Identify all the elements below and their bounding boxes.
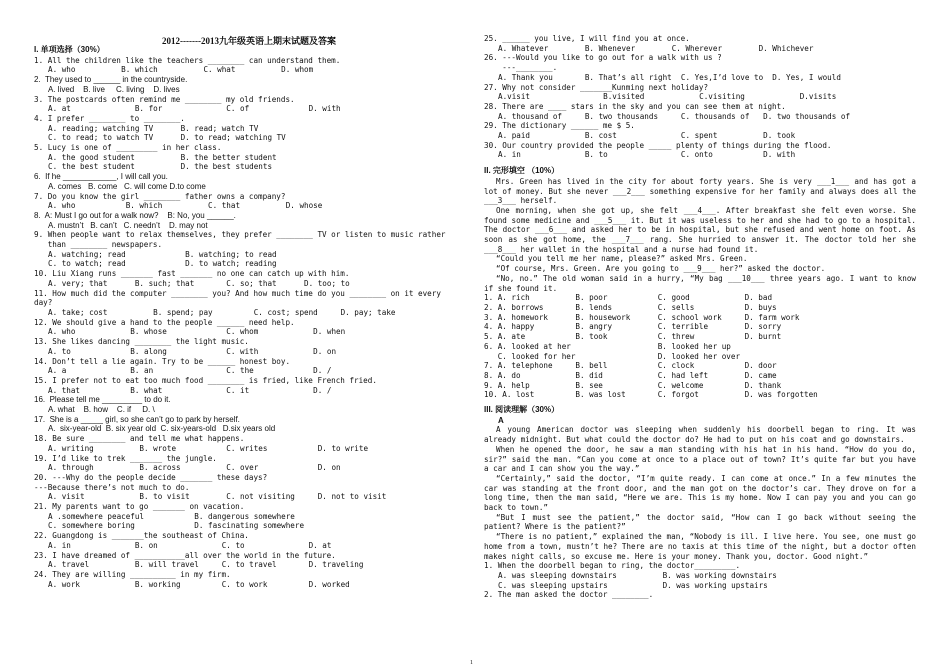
- cloze-paragraph: “No, no.” The old woman said in a hurry, “My bag ___10___ three years ago. I want to know if she found it.: [484, 273, 916, 293]
- answer-options: A. watching; read B. watching; to read: [48, 249, 277, 259]
- cloze-options: [484, 293, 916, 400]
- answer-options: A. what B. how C. if D. \: [48, 405, 155, 415]
- page-number: 1: [470, 660, 473, 666]
- question-line: 10. Liu Xiang runs _______ fast _______ no one can catch up with him.: [34, 269, 350, 279]
- reading-paragraph: A young American doctor was sleeping when suddenly his doorbell began to ring. It was already midnight. But what could the doctor do? He had to put on his coat and go downstairs.: [484, 425, 916, 445]
- section-heading-multiple-choice: I. 单项选择（30%）: [34, 45, 105, 54]
- question-line: 19. I’d like to trek _______ the jungle.: [34, 453, 217, 463]
- cloze-option-line: 8. A. do B. did C. had left D. came: [484, 370, 777, 380]
- question-line: 3. The postcards often remind me ________ my old friends.: [34, 94, 295, 104]
- question-line: day?: [34, 298, 53, 308]
- answer-options: A. thousand of B. two thousands C. thousands of D. two thousands of: [498, 111, 851, 121]
- answer-options: A. in B. on C. to D. at: [48, 540, 332, 550]
- cloze-option-line: 6. A. looked at her B. looked her up: [484, 341, 731, 351]
- question-line: 12. We should give a hand to the people ______ need help.: [34, 317, 295, 327]
- answer-options: A. to B. along C. with D. on: [48, 346, 337, 356]
- question-line: than ________ newspapers.: [34, 240, 163, 250]
- question-line: 25. ______ you live, I will find you at once.: [484, 34, 690, 43]
- answer-options: A. paid B. cost C. spent D. took: [498, 131, 796, 141]
- question-line: 18. Be sure ________ and tell me what happens.: [34, 434, 245, 444]
- question-line: 20. ---Why do the people decide _______ these days?: [34, 472, 268, 482]
- cloze-option-line: 3. A. homework B. housework C. school work D. farm work: [484, 312, 800, 322]
- reading-paragraph: “There is no patient,” explained the man, “Nobody is ill. I live here. You see, one must go home from a town, mustn’t he? There are no taxis at this time of the night, but a doctor often makes night calls, so excuse me. Here is your money. Thank you, doctor. Good night.”: [484, 532, 916, 561]
- question-line: 4. I prefer ________ to ________.: [34, 113, 185, 123]
- answer-options: C. somewhere boring D. fascinating somewhere: [48, 521, 305, 531]
- cloze-paragraph: “Could you tell me her name, please?” asked Mrs. Green.: [496, 254, 748, 264]
- question-line: 7. Do you know the girl ________ father owns a company?: [34, 191, 286, 201]
- cloze-option-line: 10. A. lost B. was lost C. forgot D. was forgotten: [484, 390, 818, 400]
- answer-options: A. comes B. come C. will come D.to come: [48, 181, 206, 191]
- cloze-paragraph: One morning, when she got up, she felt ___4___. After breakfast she felt even worse. She found some medicine and ___5___ it. But it was useless to her and she had to go to a hospital. The doctor ___6___ and asked her to be in hospital, but she refused and went home on foot. As soon as she got home, the ___7___ rang. She hurried to answer it. The doctor told her she ___8___ her wallet in the hospital and a nurse had found it.: [484, 205, 916, 254]
- answer-options: C. the best student D. the best students: [48, 162, 273, 172]
- cloze-paragraph: Mrs. Green has lived in the city for about forty years. She is very ___1___ and has got a lot of money. But she never ___2___ something expensive for her family and always does all the ___3___ herself.: [484, 176, 916, 206]
- answer-options: A. who B. whose C. whom D. when: [48, 327, 346, 337]
- question-line: 23. I have dreamed of ___________all over the world in the future.: [34, 550, 336, 560]
- section-heading-cloze: II. 完形填空 （10%）: [484, 166, 560, 176]
- answer-options: A. six-year-old B. six year old C. six-years-old D.six years old: [48, 424, 276, 434]
- question-line: 22. Guangdong is _______the southeast of China.: [34, 531, 249, 541]
- question-line: 14. Don’t tell a lie again. Try to be ______ honest boy.: [34, 356, 291, 366]
- answer-options: A. a B. an C. the D. /: [48, 366, 332, 376]
- cloze-passage: [484, 177, 916, 293]
- answer-options: A. Whatever B. Whenever C. Wherever D. Whichever: [498, 43, 814, 53]
- answer-options: A. work B. working C. to work D. worked: [48, 579, 350, 589]
- answer-options: A. lived B. live C. living D. lives: [48, 84, 180, 94]
- cloze-paragraph: “Of course, Mrs. Green. Are you going to ___9___ her?” asked the doctor.: [496, 264, 826, 274]
- question-line: 5. Lucy is one of _________ in her class.: [34, 143, 222, 153]
- question-line: 28. There are ____ stars in the sky and you can see them at night.: [484, 101, 786, 111]
- question-line: 24. They are willing __________ in my firm.: [34, 569, 231, 579]
- question-line: 30. Our country provided the people _____ plenty of things during the flood.: [484, 140, 832, 150]
- question-line: ---Because there’s not much to do.: [34, 482, 190, 492]
- reading-paragraph: “Certainly,” said the doctor, “I’m quite ready. I can come at once.” In a few minutes the car was standing at the front door, and the man got on the doctor’s car. They drove on for a long time, then the man said, “Here we are. This is my home. Now I can pay you and you can go back to town.”: [484, 473, 916, 513]
- cloze-option-line: 4. A. happy B. angry C. terrible D. sorry: [484, 322, 782, 332]
- answer-options: A. was sleeping downstairs B. was working downstairs: [498, 570, 777, 580]
- question-line: 13. She likes dancing ________ the light music.: [34, 337, 249, 347]
- question-line: 15. I prefer not to eat too much food ________ is fried, like French fried.: [34, 375, 377, 385]
- question-line: 2. The man asked the doctor ________.: [484, 590, 654, 600]
- answer-options: A. visit B. to visit C. not visiting D. not to visit: [48, 492, 387, 502]
- reading-passage: [484, 425, 916, 561]
- answer-options: A. the good student B. the better student: [48, 152, 277, 162]
- answer-options: A. through B. across C. over D. on: [48, 463, 341, 473]
- multiple-choice-questions-continued: [484, 34, 916, 160]
- answer-options: A. Thank you B. That’s all right C. Yes,I’d love to D. Yes, I would: [498, 72, 841, 82]
- section-heading-reading: III. 阅读理解（30%）: [484, 405, 560, 415]
- question-line: 6. If he ____________, I will call you.: [34, 172, 168, 182]
- question-line: 21. My parents want to go _______ on vacation.: [34, 502, 245, 512]
- cloze-option-line: 1. A. rich B. poor C. good D. bad: [484, 293, 773, 303]
- answer-options: A. that B. what C. it D. /: [48, 385, 332, 395]
- reading-questions: [484, 561, 916, 600]
- question-line: 26. ---Would you like to go out for a walk with us ?: [484, 53, 722, 63]
- cloze-option-line: 2. A. borrows B. lends C. sells D. buys: [484, 302, 777, 312]
- question-line: 8. A: Must I go out for a walk now? B: No, you ______.: [34, 210, 236, 220]
- answer-options: A .somewhere peaceful B. dangerous somewhere: [48, 511, 295, 521]
- question-line: 11. How much did the computer ________ you? And how much time do you ________ on it every: [34, 288, 441, 298]
- cloze-option-line: 9. A. help B. see C. welcome D. thank: [484, 380, 782, 390]
- passage-label: A: [498, 415, 504, 425]
- question-line: 2. They used to ______ in the countryside.: [34, 75, 188, 85]
- answer-options: A. at B. for C. of D. with: [48, 104, 341, 114]
- question-line: 1. When the doorbell began to ring, the doctor_________.: [484, 561, 741, 571]
- answer-options: A. take; cost B. spend; pay C. cost; spend D. pay; take: [48, 307, 396, 317]
- question-line: 17. She is a _____ girl, so she can’t go to park by herself.: [34, 414, 240, 424]
- answer-options: A. mustn’t B. can’t C. needn’t D. may not: [48, 220, 208, 230]
- page-title: 2012-------2013九年级英语上期末试题及答案: [162, 36, 336, 46]
- cloze-option-line: 5. A. ate B. took C. threw D. burnt: [484, 332, 782, 342]
- answer-options: A. very; that B. such; that C. so; that D. too; to: [48, 278, 350, 288]
- left-column: [34, 34, 464, 589]
- question-line: 27. Why not consider _______Kunming next holiday?: [484, 82, 709, 92]
- right-column: [484, 34, 916, 600]
- answer-options: A. who B. which C. that D. whose: [48, 201, 323, 211]
- answer-options: A. travel B. will travel C. to travel D. traveling: [48, 560, 364, 570]
- answer-options: A. who B. which C. what D. whom: [48, 65, 314, 75]
- reading-paragraph: When he opened the door, he saw a man standing with his hat in his hand. “How do you do, sir?” said the man. “Can you come at once to a place out of town? It’s quite far but you have a car and I can show you the way.”: [484, 444, 916, 474]
- answer-options: A.visit B.visited C.visiting D.visits: [498, 92, 837, 102]
- answer-options: C. to read; to watch TV D. to read; watching TV: [48, 133, 286, 143]
- answer-options: A. writing B. wrote C. writes D. to write: [48, 443, 369, 453]
- answer-options: C. to watch; read D. to watch; reading: [48, 259, 277, 269]
- question-line: 29. The dictionary ______ me $ 5.: [484, 121, 635, 131]
- answer-options: A. in B. to C. onto D. with: [498, 150, 796, 160]
- reading-paragraph: “But I must see the patient,” the doctor said, “How can I go back without seeing the patient? Where is the patient?”: [484, 512, 916, 532]
- question-line: 9. When people want to relax themselves, they prefer ________ TV or listen to music rather: [34, 230, 446, 240]
- multiple-choice-questions: [34, 56, 464, 590]
- answer-options: C. was sleeping upstairs D. was working upstairs: [498, 580, 768, 590]
- cloze-option-line: C. looked for her D. looked her over: [484, 351, 741, 361]
- question-line: ---________.: [484, 63, 558, 73]
- question-line: 16. Please tell me _________ to do it.: [34, 395, 171, 405]
- question-line: 1. All the children like the teachers ________ can understand them.: [34, 55, 341, 65]
- cloze-option-line: 7. A. telephone B. bell C. clock D. door: [484, 361, 777, 371]
- answer-options: A. reading; watching TV B. read; watch TV: [48, 123, 259, 133]
